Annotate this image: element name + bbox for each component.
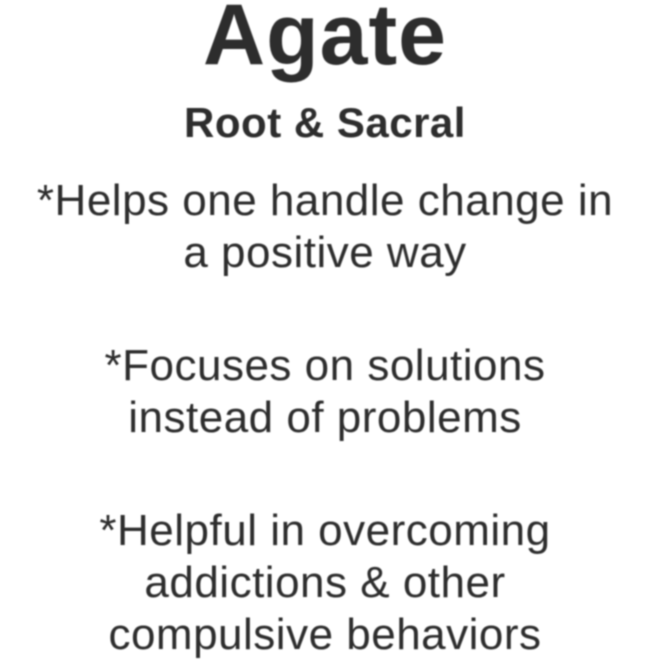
- bullet-line: *Focuses on solutions: [104, 341, 546, 390]
- bullet-line: addictions & other: [144, 558, 506, 607]
- bullet-line: *Helps one handle change in: [36, 176, 614, 225]
- bullet-overcoming-addictions: [0, 505, 650, 661]
- bullet-line: compulsive behaviors: [108, 610, 542, 659]
- bullet-line: instead of problems: [128, 393, 522, 442]
- bullet-line: *Helpful in overcoming: [99, 506, 551, 555]
- card-subtitle: Root & Sacral: [184, 99, 466, 146]
- card-title: Agate: [203, 0, 447, 83]
- bullet-focus-solutions: [0, 340, 650, 444]
- bullet-handle-change: [0, 175, 650, 279]
- bullet-line: a positive way: [183, 228, 467, 277]
